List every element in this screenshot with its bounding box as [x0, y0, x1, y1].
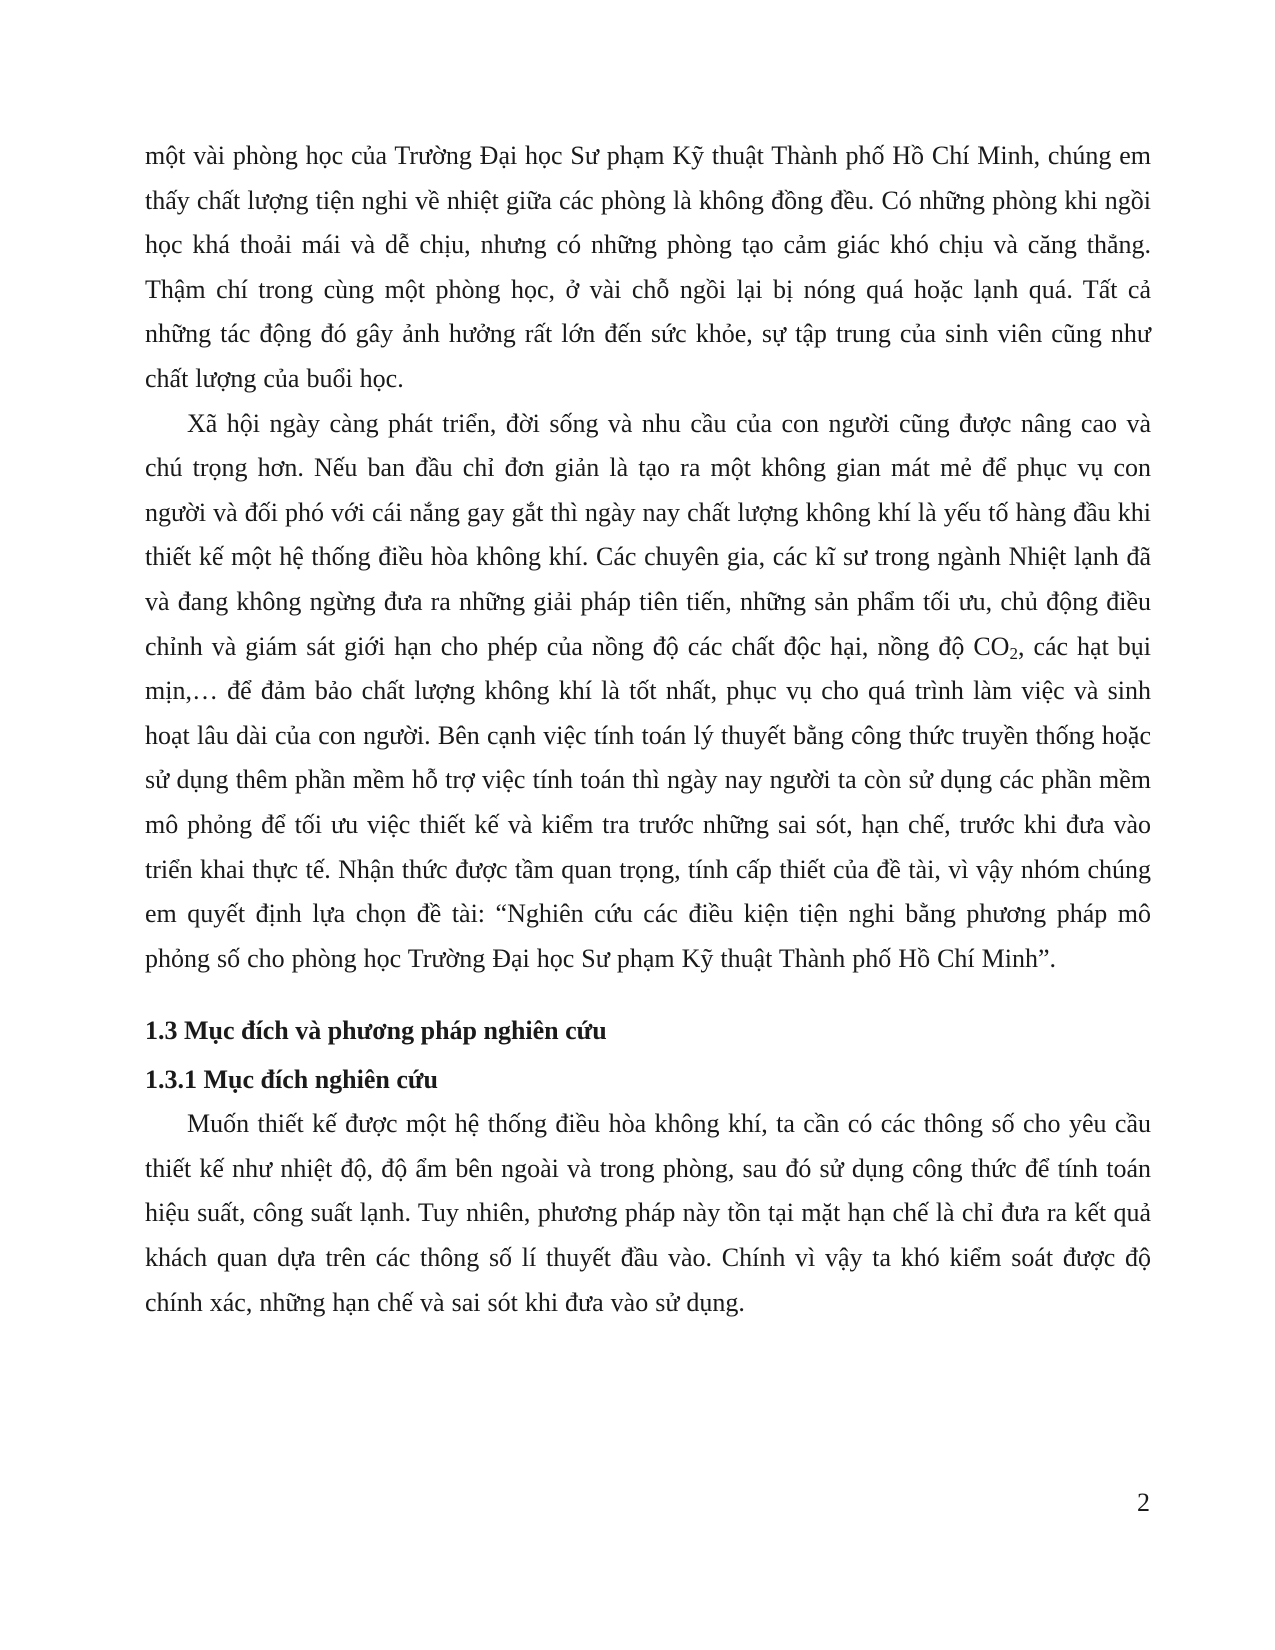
subsection-heading: 1.3.1 Mục đích nghiên cứu — [145, 1065, 438, 1095]
paragraph-text-part-2: , các hạt bụi mịn,… để đảm bảo chất lượng không khí là tốt nhất, phục vụ cho quá trình làm việc và sinh hoạt lâu dài của con người. Bên cạnh việc tính toán lý thuyết bằng công thức truyền thống hoặc sử dụng thêm phần mềm hỗ trợ việc tính toán thì ngày nay người ta còn sử dụng các phần mềm mô phỏng để tối ưu việc thiết kế và kiểm tra trước những sai sót, hạn chế, trước khi đưa vào triển khai thực tế. Nhận thức được tầm quan trọng, tính cấp thiết của đề tài, vì vậy nhóm chúng em quyết định lựa chọn đề tài: “Nghiên cứu các điều kiện tiện nghi bằng phương pháp mô phỏng số cho phòng học Trường Đại học Sư phạm Kỹ thuật Thành phố Hồ Chí Minh”. — [145, 631, 1151, 973]
page-content — [145, 134, 1151, 1325]
paragraph-text-part-1: Xã hội ngày càng phát triển, đời sống và nhu cầu của con người cũng được nâng cao và chú trọng hơn. Nếu ban đầu chỉ đơn giản là tạo ra một không gian mát mẻ để phục vụ con người và đối phó với cái nắng gay gắt thì ngày nay chất lượng không khí là yếu tố hàng đầu khi thiết kế một hệ thống điều hòa không khí. Các chuyên gia, các kĩ sư trong ngành Nhiệt lạnh đã và đang không ngừng đưa ra những giải pháp tiên tiến, những sản phẩm tối ưu, chủ động điều chỉnh và giám sát giới hạn cho phép của nồng độ các chất độc hại, nồng độ CO — [145, 408, 1151, 661]
section-heading: 1.3 Mục đích và phương pháp nghiên cứu — [145, 1016, 607, 1046]
co2-subscript: 2 — [1009, 643, 1018, 663]
paragraph-society-development — [145, 402, 1151, 982]
paragraph-continued: một vài phòng học của Trường Đại học Sư phạm Kỹ thuật Thành phố Hồ Chí Minh, chúng em thấy chất lượng tiện nghi về nhiệt giữa các phòng là không đồng đều. Có những phòng khi ngồi học khá thoải mái và dễ chịu, nhưng có những phòng tạo cảm giác khó chịu và căng thẳng. Thậm chí trong cùng một phòng học, ở vài chỗ ngồi lại bị nóng quá hoặc lạnh quá. Tất cả những tác động đó gây ảnh hưởng rất lớn đến sức khỏe, sự tập trung của sinh viên cũng như chất lượng của buổi học. — [145, 141, 1151, 393]
page-number: 2 — [1137, 1488, 1150, 1517]
paragraph-research-purpose: Muốn thiết kế được một hệ thống điều hòa không khí, ta cần có các thông số cho yêu cầu thiết kế như nhiệt độ, độ ẩm bên ngoài và trong phòng, sau đó sử dụng công thức để tính toán hiệu suất, công suất lạnh. Tuy nhiên, phương pháp này tồn tại mặt hạn chế là chỉ đưa ra kết quả khách quan dựa trên các thông số lí thuyết đầu vào. Chính vì vậy ta khó kiểm soát được độ chính xác, những hạn chế và sai sót khi đưa vào sử dụng. — [145, 1109, 1151, 1317]
